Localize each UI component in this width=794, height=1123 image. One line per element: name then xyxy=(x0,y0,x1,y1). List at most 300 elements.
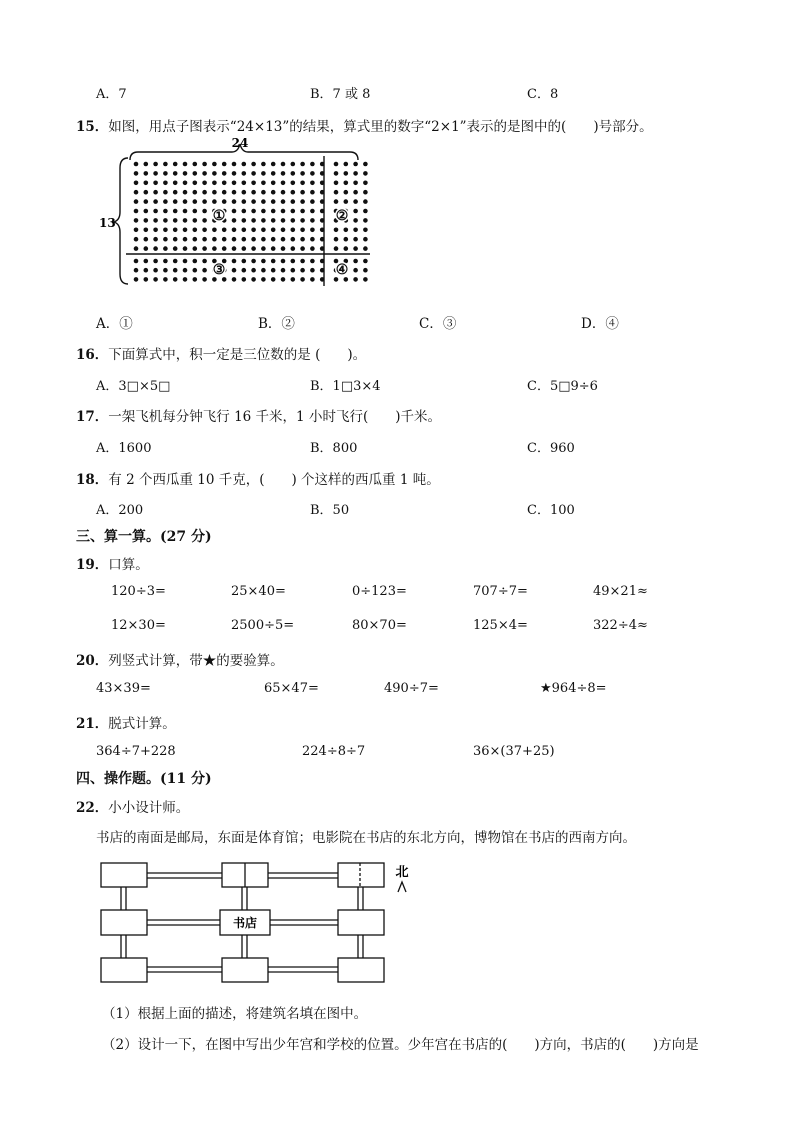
building-sw xyxy=(101,958,147,982)
dot xyxy=(271,162,276,167)
dot xyxy=(163,268,168,273)
dot xyxy=(144,218,149,223)
dot xyxy=(144,199,149,204)
dot xyxy=(271,246,276,251)
dot xyxy=(242,199,247,204)
dot xyxy=(251,171,256,176)
dot xyxy=(334,237,339,242)
dot xyxy=(222,199,227,204)
dot xyxy=(242,181,247,186)
region-4-label: ④ xyxy=(335,262,349,278)
vertical-calc-item: 490÷7= xyxy=(384,681,439,696)
dot xyxy=(291,181,296,186)
dot xyxy=(202,218,207,223)
dot xyxy=(344,246,349,251)
dot xyxy=(232,246,237,251)
dot xyxy=(242,209,247,214)
dot xyxy=(281,171,286,176)
dot xyxy=(300,246,305,251)
q15-option-a: A．① xyxy=(96,316,133,332)
q20-number: 20． xyxy=(76,653,109,669)
dot xyxy=(193,199,198,204)
dot xyxy=(300,237,305,242)
dot xyxy=(271,190,276,195)
dot xyxy=(251,259,256,264)
dot xyxy=(193,218,198,223)
dot xyxy=(271,268,276,273)
dot xyxy=(183,181,188,186)
q20-text: 列竖式计算，带★的要验算。 xyxy=(108,653,284,669)
dot xyxy=(271,199,276,204)
dot xyxy=(353,218,358,223)
north-label: 北 xyxy=(395,865,409,880)
dot xyxy=(334,199,339,204)
top-label: 24 xyxy=(231,136,249,150)
dot xyxy=(363,228,368,233)
dot xyxy=(134,199,139,204)
dot xyxy=(310,162,315,167)
dot xyxy=(310,268,315,273)
region-2-label: ② xyxy=(335,208,349,224)
dot xyxy=(134,218,139,223)
dot xyxy=(173,190,178,195)
q17-option-b: B．800 xyxy=(310,441,358,456)
dot xyxy=(183,171,188,176)
q14-option-a: A．7 xyxy=(96,87,127,102)
dot xyxy=(183,277,188,282)
dot xyxy=(261,268,266,273)
dot xyxy=(144,237,149,242)
dot xyxy=(300,259,305,264)
map-figure xyxy=(96,854,416,989)
dot xyxy=(281,162,286,167)
dot xyxy=(261,277,266,282)
dot xyxy=(334,228,339,233)
dot xyxy=(193,259,198,264)
building-s xyxy=(222,958,268,982)
dot xyxy=(363,246,368,251)
dot xyxy=(363,171,368,176)
q22-sub2: （2）设计一下，在图中写出少年宫和学校的位置。少年宫在书店的( )方向，书店的( )方向是 xyxy=(102,1037,699,1053)
dot xyxy=(242,218,247,223)
dot xyxy=(212,199,217,204)
step-calc-item: 224÷8÷7 xyxy=(302,744,366,759)
dot xyxy=(134,190,139,195)
dot xyxy=(251,218,256,223)
dot xyxy=(183,237,188,242)
dot xyxy=(232,277,237,282)
q21-number: 21． xyxy=(76,716,109,732)
dot xyxy=(202,246,207,251)
dot xyxy=(310,218,315,223)
bookstore-label: 书店 xyxy=(232,916,258,930)
dot xyxy=(363,259,368,264)
dot xyxy=(153,209,158,214)
q22-description: 书店的南面是邮局，东面是体育馆；电影院在书店的东北方向，博物馆在书店的西南方向。 xyxy=(96,830,636,846)
q16-question xyxy=(76,343,366,363)
dot xyxy=(163,277,168,282)
dot xyxy=(300,199,305,204)
dot xyxy=(291,209,296,214)
dot xyxy=(251,268,256,273)
dot xyxy=(310,190,315,195)
q22-number: 22． xyxy=(76,800,109,816)
dot xyxy=(261,246,266,251)
dot xyxy=(353,171,358,176)
dot xyxy=(363,237,368,242)
calc-item: 0÷123= xyxy=(352,584,407,599)
dot xyxy=(212,171,217,176)
dot xyxy=(173,246,178,251)
dot xyxy=(344,190,349,195)
dot xyxy=(344,171,349,176)
calc-item: 120÷3= xyxy=(111,584,166,599)
dot xyxy=(310,277,315,282)
calc-item: 49×21≈ xyxy=(593,584,648,599)
dot xyxy=(242,237,247,242)
dot xyxy=(153,277,158,282)
dot xyxy=(153,259,158,264)
q20-question xyxy=(76,649,284,669)
q18-option-c: C．100 xyxy=(527,503,575,518)
dot xyxy=(251,162,256,167)
dot xyxy=(222,171,227,176)
building-se xyxy=(338,958,384,982)
dot xyxy=(163,209,168,214)
dot xyxy=(163,218,168,223)
building-nw xyxy=(101,863,147,887)
dot xyxy=(291,268,296,273)
q22-sub1: （1）根据上面的描述，将建筑名填在图中。 xyxy=(102,1006,368,1022)
dot xyxy=(212,246,217,251)
dot xyxy=(261,181,266,186)
dot xyxy=(281,277,286,282)
dot xyxy=(163,181,168,186)
q15-question xyxy=(76,115,653,135)
dot xyxy=(134,246,139,251)
dot xyxy=(212,228,217,233)
q16-option-b: B．1□3×4 xyxy=(310,379,381,394)
dot xyxy=(134,162,139,167)
dot xyxy=(173,268,178,273)
dot xyxy=(344,237,349,242)
dot xyxy=(134,277,139,282)
dot xyxy=(281,246,286,251)
dot xyxy=(271,171,276,176)
dot xyxy=(163,199,168,204)
dot xyxy=(363,209,368,214)
dot xyxy=(144,246,149,251)
dot xyxy=(144,162,149,167)
dot xyxy=(232,162,237,167)
dot xyxy=(202,228,207,233)
dot xyxy=(242,228,247,233)
dot xyxy=(232,181,237,186)
dot xyxy=(193,190,198,195)
dot xyxy=(163,259,168,264)
q16-option-a: A．3□×5□ xyxy=(96,379,171,394)
dot xyxy=(281,190,286,195)
dot xyxy=(193,181,198,186)
dot xyxy=(363,277,368,282)
dot xyxy=(271,181,276,186)
dot xyxy=(291,190,296,195)
dot xyxy=(251,277,256,282)
dot xyxy=(173,209,178,214)
calc-item: 25×40= xyxy=(231,584,286,599)
dot xyxy=(153,237,158,242)
dot xyxy=(310,171,315,176)
dot xyxy=(242,259,247,264)
dot xyxy=(261,199,266,204)
q18-question xyxy=(76,468,440,488)
dot xyxy=(134,171,139,176)
building-ne xyxy=(338,863,384,887)
dot xyxy=(144,259,149,264)
dot xyxy=(163,228,168,233)
dot xyxy=(251,190,256,195)
dot xyxy=(193,268,198,273)
dot xyxy=(202,237,207,242)
q17-number: 17． xyxy=(76,409,109,425)
dot xyxy=(261,190,266,195)
dot xyxy=(134,237,139,242)
dot xyxy=(183,218,188,223)
vertical-calc-item: 43×39= xyxy=(96,681,151,696)
dot xyxy=(271,259,276,264)
dot xyxy=(153,246,158,251)
dot xyxy=(153,228,158,233)
dot xyxy=(173,199,178,204)
dot xyxy=(212,181,217,186)
dot xyxy=(344,181,349,186)
q15-option-c: C．③ xyxy=(419,316,457,332)
q18-option-a: A．200 xyxy=(96,503,144,518)
dot xyxy=(334,246,339,251)
step-calc-item: 364÷7+228 xyxy=(96,744,176,759)
dot xyxy=(153,181,158,186)
dot xyxy=(173,228,178,233)
region-3-label: ③ xyxy=(212,262,226,278)
vertical-calc-item: ★964÷8= xyxy=(540,681,607,696)
dot xyxy=(202,181,207,186)
dot xyxy=(310,209,315,214)
dot xyxy=(353,246,358,251)
q19-text: 口算。 xyxy=(108,557,149,573)
step-calc-item: 36×(37+25) xyxy=(473,744,555,759)
dot xyxy=(183,190,188,195)
dot xyxy=(261,259,266,264)
dot xyxy=(310,181,315,186)
north-arrow-icon xyxy=(398,882,406,892)
dot xyxy=(300,277,305,282)
dot xyxy=(193,237,198,242)
dot xyxy=(261,209,266,214)
dot xyxy=(232,171,237,176)
section-4-title: 四、操作题。(11 分) xyxy=(76,771,212,787)
dot xyxy=(173,237,178,242)
dot xyxy=(281,209,286,214)
dot xyxy=(300,218,305,223)
dot xyxy=(153,190,158,195)
dot xyxy=(232,190,237,195)
dot xyxy=(163,237,168,242)
dot xyxy=(291,171,296,176)
dot xyxy=(251,199,256,204)
dot xyxy=(353,190,358,195)
dot xyxy=(202,199,207,204)
dot xyxy=(291,259,296,264)
dot xyxy=(344,199,349,204)
dot xyxy=(212,162,217,167)
dot xyxy=(281,218,286,223)
q16-option-c: C．5□9÷6 xyxy=(527,379,598,394)
dot xyxy=(232,209,237,214)
dot xyxy=(202,171,207,176)
dot xyxy=(291,162,296,167)
dot xyxy=(153,199,158,204)
dot xyxy=(153,162,158,167)
dot xyxy=(193,277,198,282)
dot xyxy=(134,228,139,233)
dot xyxy=(334,171,339,176)
dot xyxy=(300,228,305,233)
q16-number: 16． xyxy=(76,347,109,363)
q21-question xyxy=(76,712,176,732)
q17-option-a: A．1600 xyxy=(96,441,152,456)
dot xyxy=(300,181,305,186)
dot xyxy=(344,162,349,167)
dot xyxy=(310,237,315,242)
dot xyxy=(212,190,217,195)
q19-question xyxy=(76,553,149,573)
q15-option-b: B．② xyxy=(258,316,295,332)
dot xyxy=(291,277,296,282)
dot xyxy=(183,199,188,204)
dot xyxy=(144,181,149,186)
dot xyxy=(242,277,247,282)
q15-number: 15． xyxy=(76,119,109,135)
dot xyxy=(281,259,286,264)
q14-option-b: B．7 或 8 xyxy=(310,87,371,102)
building-w xyxy=(101,910,147,935)
dot xyxy=(271,218,276,223)
dot xyxy=(193,246,198,251)
dot xyxy=(300,171,305,176)
dot xyxy=(291,237,296,242)
dot xyxy=(281,228,286,233)
dot xyxy=(173,162,178,167)
dot xyxy=(363,268,368,273)
dot xyxy=(353,259,358,264)
dot xyxy=(344,228,349,233)
dot xyxy=(363,181,368,186)
dot xyxy=(291,218,296,223)
dot xyxy=(310,228,315,233)
dot xyxy=(202,209,207,214)
q22-text: 小小设计师。 xyxy=(108,800,190,816)
dot xyxy=(353,181,358,186)
dot xyxy=(163,190,168,195)
dot xyxy=(193,209,198,214)
dot xyxy=(232,218,237,223)
dot xyxy=(251,209,256,214)
dot xyxy=(353,162,358,167)
dot xyxy=(353,228,358,233)
q21-text: 脱式计算。 xyxy=(108,716,176,732)
dot xyxy=(202,162,207,167)
dot xyxy=(173,181,178,186)
dot xyxy=(183,246,188,251)
dot xyxy=(353,277,358,282)
calc-item: 707÷7= xyxy=(473,584,528,599)
dot xyxy=(291,246,296,251)
q16-text: 下面算式中，积一定是三位数的是 ( )。 xyxy=(108,347,367,363)
side-label: 13 xyxy=(99,216,116,230)
dot xyxy=(271,228,276,233)
dot xyxy=(242,162,247,167)
dot xyxy=(222,237,227,242)
section-3-title: 三、算一算。(27 分) xyxy=(76,529,212,545)
calc-item: 125×4= xyxy=(473,618,528,633)
dot xyxy=(193,162,198,167)
dot xyxy=(183,162,188,167)
dot xyxy=(222,190,227,195)
dot xyxy=(300,162,305,167)
left-brace xyxy=(114,158,128,284)
dot xyxy=(310,259,315,264)
dot xyxy=(153,268,158,273)
dot xyxy=(183,209,188,214)
dot xyxy=(261,171,266,176)
dot xyxy=(281,268,286,273)
dot xyxy=(242,246,247,251)
dot xyxy=(202,259,207,264)
q15-option-d: D．④ xyxy=(581,316,619,332)
dot xyxy=(193,228,198,233)
dot xyxy=(202,277,207,282)
q17-question xyxy=(76,405,441,425)
dot xyxy=(232,268,237,273)
q15-text: 如图，用点子图表示“24×13”的结果，算式里的数字“2×1”表示的是图中的( )号部分。 xyxy=(108,119,653,135)
dot xyxy=(173,218,178,223)
dot xyxy=(232,228,237,233)
dot xyxy=(242,268,247,273)
dot xyxy=(212,237,217,242)
dot xyxy=(173,259,178,264)
dot xyxy=(300,190,305,195)
dot xyxy=(222,162,227,167)
dot xyxy=(291,228,296,233)
dot xyxy=(163,171,168,176)
dot xyxy=(363,190,368,195)
building-e xyxy=(338,910,384,935)
dot xyxy=(261,218,266,223)
dot xyxy=(261,228,266,233)
dot xyxy=(300,209,305,214)
region-1-label: ① xyxy=(212,208,226,224)
dot xyxy=(334,181,339,186)
dot xyxy=(232,237,237,242)
dot xyxy=(183,259,188,264)
q18-text: 有 2 个西瓜重 10 千克，( ) 个这样的西瓜重 1 吨。 xyxy=(108,472,440,488)
dot xyxy=(144,209,149,214)
dot xyxy=(261,237,266,242)
dot xyxy=(163,162,168,167)
dot xyxy=(163,246,168,251)
dot xyxy=(363,199,368,204)
dot xyxy=(134,259,139,264)
